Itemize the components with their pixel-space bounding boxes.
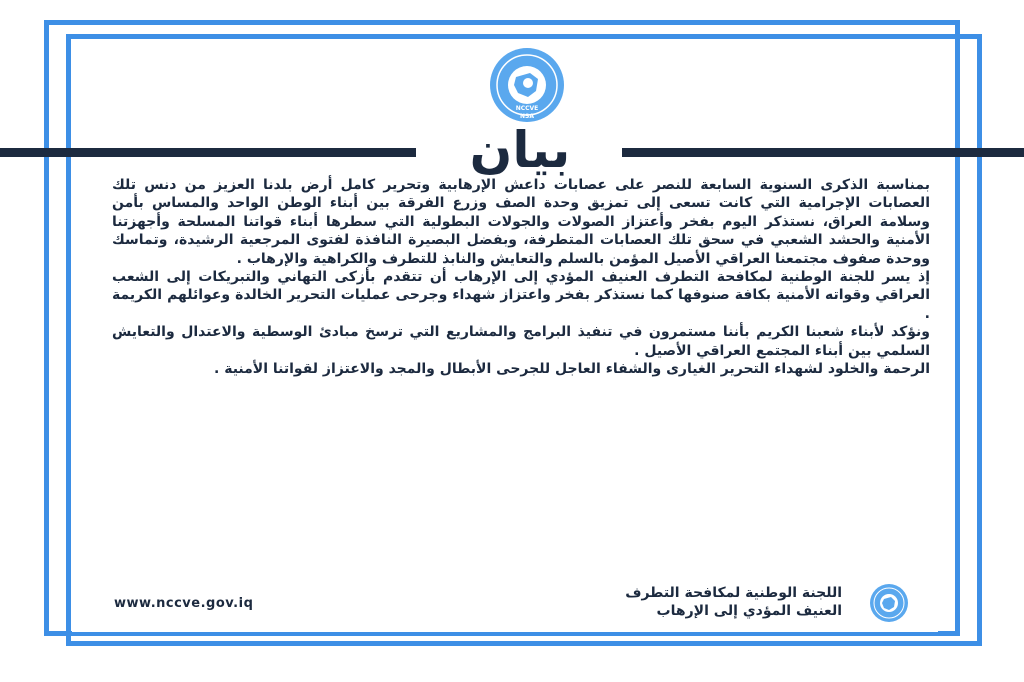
page-title: بيان xyxy=(469,121,571,179)
footer-org-line: اللجنة الوطنية لمكافحة التطرف xyxy=(625,585,842,601)
statement-paragraph: الرحمة والخلود لشهداء التحرير الغيارى والشفاء العاجل للجرحى الأبطال والمجد والاعتزاز لقواتنا الأمنية . xyxy=(214,361,930,378)
statement-paragraph: إذ يسر للجنة الوطنية لمكافحة التطرف العنيف المؤدي إلى الإرهاب أن تتقدم بأزكى التهاني والتبريكات إلى الشعب العراقي وقواته الأمنية بكافة صنوفها كما نستذكر بفخر واعتزاز شهداء وجرحى عمليات التحرير الخالدة وعوائلهم الكريمة . xyxy=(112,269,930,322)
footer-org-line: العنيف المؤدي إلى الإرهاب xyxy=(656,603,842,619)
logo-acronym-bottom: NSA xyxy=(520,113,534,120)
footer-organization xyxy=(560,584,842,620)
statement-paragraph: بمناسبة الذكرى السنوية السابعة للنصر على عصابات داعش الإرهابية وتحرير كامل أرض بلدنا العزيز من دنس تلك العصابات الإجرامية التي كانت تسعى إلى تمزيق وحدة الصف وزرع الفرقة بين أبناء الوطن الواحد والمساس بأمن وسلامة العراق، نستذكر اليوم بفخر وأعتزاز الصولات والجولات البطولية التي سطرها أبناء قواتنا المسلحة وأجهزتنا الأمنية والحشد الشعبي في سحق تلك العصابات المتطرفة، وبفضل البصيرة النافذة لفتوى المرجعية الرشيدة، وتماسك ووحدة صفوف مجتمعنا العراقي الأصيل المؤمن بالسلم والتعايش والنابذ للتطرف والكراهية والإرهاب . xyxy=(112,177,930,267)
statement-paragraph: ونؤكد لأبناء شعبنا الكريم بأننا مستمرون في تنفيذ البرامج والمشاريع التي ترسخ مبادئ الوسطية والاعتدال والتعايش السلمي بين أبناء المجتمع العراقي الأصيل . xyxy=(112,324,930,359)
footer-logo xyxy=(846,583,932,623)
statement-body xyxy=(112,176,930,378)
website-link[interactable]: www.nccve.gov.iq xyxy=(114,596,254,611)
nccve-logo xyxy=(452,47,602,123)
title-rule-right xyxy=(622,148,1024,157)
logo-acronym-top: NCCVE xyxy=(515,105,539,112)
title-rule-left xyxy=(0,148,416,157)
